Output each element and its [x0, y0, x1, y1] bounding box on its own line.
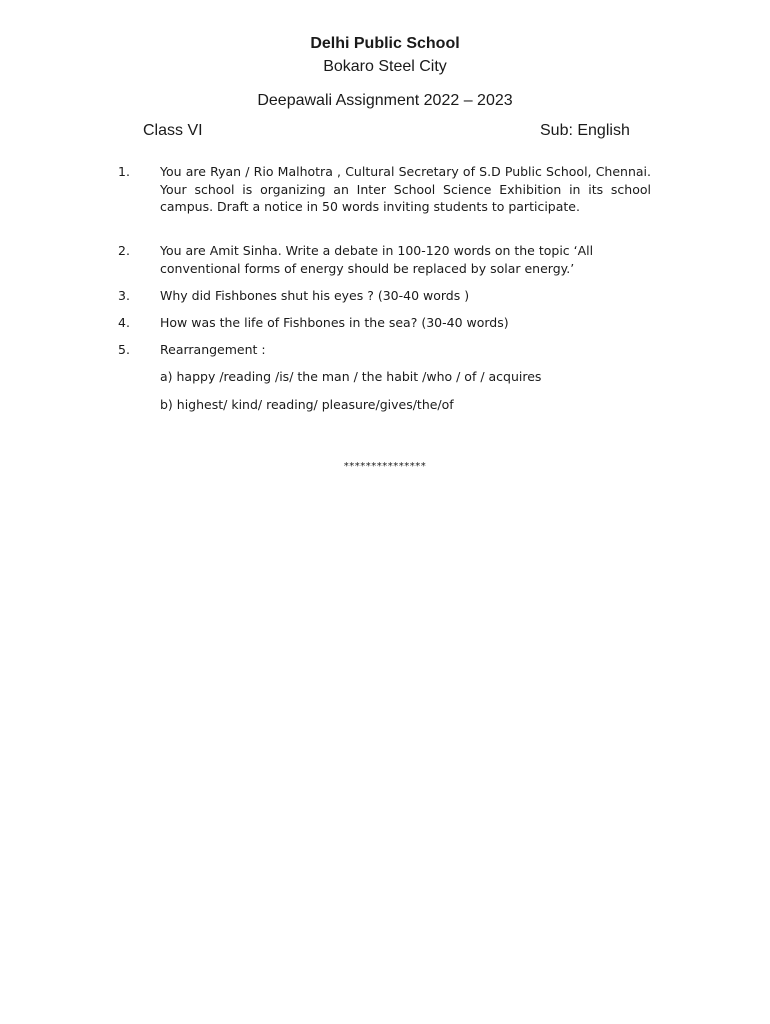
rearrangement-item-a: a) happy /reading /is/ the man / the habit /who / of / acquires: [160, 369, 542, 384]
rearrangement-item-b: b) highest/ kind/ reading/ pleasure/gives/the/of: [160, 397, 454, 412]
assignment-title: Deepawali Assignment 2022 – 2023: [257, 92, 513, 109]
question-text: You are Ryan / Rio Malhotra , Cultural Secretary of S.D Public School, Chennai. Your school is organizing an Inter School Science Exhibition in its school campus. Draft a notice in 50 words inviting students to participate.: [160, 164, 651, 215]
question-number: 1.: [118, 164, 130, 179]
end-separator: ***************: [343, 461, 427, 472]
school-city: Bokaro Steel City: [323, 58, 447, 75]
school-name: Delhi Public School: [310, 35, 460, 52]
question-number: 5.: [118, 342, 130, 357]
question-text: Rearrangement :: [160, 342, 266, 357]
question-number: 4.: [118, 315, 130, 330]
question-text: How was the life of Fishbones in the sea? (30-40 words): [160, 315, 509, 330]
question-text: Why did Fishbones shut his eyes ? (30-40 words ): [160, 288, 470, 303]
subject-label: Sub: English: [540, 122, 630, 139]
class-label: Class VI: [143, 122, 203, 139]
question-number: 3.: [118, 288, 130, 303]
question-text-line: You are Amit Sinha. Write a debate in 100-120 words on the topic ‘All: [160, 243, 594, 258]
question-number: 2.: [118, 243, 130, 258]
question-text-line: conventional forms of energy should be replaced by solar energy.’: [160, 260, 575, 276]
